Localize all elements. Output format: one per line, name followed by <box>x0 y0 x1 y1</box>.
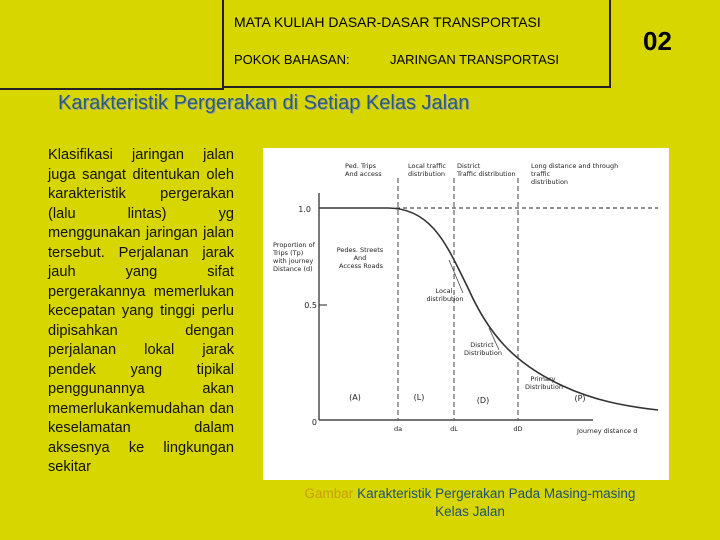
topic-value: JARINGAN TRANSPORTASI <box>390 52 560 67</box>
x-tick-dl: dL <box>450 425 458 433</box>
y-tick-0-5: 0.5 <box>304 301 317 310</box>
y-tick-1-0: 1.0 <box>298 205 311 214</box>
class-marker-a: (A) <box>349 393 361 402</box>
description-text: Klasifikasi jaringan jalan juga sangat ditentukan oleh karakteristik pergerakan (lalu lintas) yg menggunakan jaringan jalan tersebut. Perjalanan jarak jauh yang sifat pergerakannya memerlukan kecepatan yang tinggi perlu dipisahkan dengan perjalanan lokal jarak pendek yang tipikal penggunannya akan memerlukankemudahan dan keselamatan dalam aksesnya ke lingkungan sekitar <box>48 147 234 475</box>
class-marker-l: (L) <box>413 393 425 402</box>
slide-number: 02 <box>643 26 672 56</box>
topic-label: POKOK BAHASAN: <box>234 52 350 67</box>
zone-label-district: District Distribution <box>464 341 502 357</box>
x-tick-da: da <box>393 425 403 433</box>
x-axis-label: Journey distance d <box>577 427 638 435</box>
header-ped-trips: Ped. Trips And access <box>345 162 382 178</box>
caption-text: Karakteristik Pergerakan Pada Masing-masing Kelas Jalan <box>353 486 636 519</box>
diagram-svg <box>263 148 669 480</box>
distribution-curve <box>319 208 658 410</box>
zone-label-local: Local distribution <box>426 287 464 303</box>
caption-prefix: Gambar <box>304 486 354 501</box>
course-title: MATA KULIAH DASAR-DASAR TRANSPORTASI <box>234 14 541 30</box>
header-left-panel <box>0 0 224 88</box>
zone-label-primary: Primary Distribution <box>525 375 563 391</box>
origin-label: 0 <box>311 418 317 427</box>
header-divider <box>0 88 224 90</box>
header-local-traffic: Local traffic distribution <box>408 162 446 178</box>
x-tick-dd: dD <box>513 425 523 433</box>
header-district-traffic: District Traffic distribution <box>457 162 516 178</box>
zone-label-pedes: Pedes. Streets And Access Roads <box>336 246 384 270</box>
class-marker-d: (D) <box>476 396 490 405</box>
figure-caption <box>290 485 650 521</box>
y-axis-label: Proportion of Trips (Tp) with journey Distance (d) <box>273 241 315 273</box>
slide-title: Karakteristik Pergerakan di Setiap Kelas Jalan <box>58 92 470 114</box>
class-marker-p: (P) <box>574 394 586 403</box>
movement-characteristics-diagram <box>263 148 669 480</box>
header-long-distance: Long distance and through traffic distribution <box>531 162 619 186</box>
